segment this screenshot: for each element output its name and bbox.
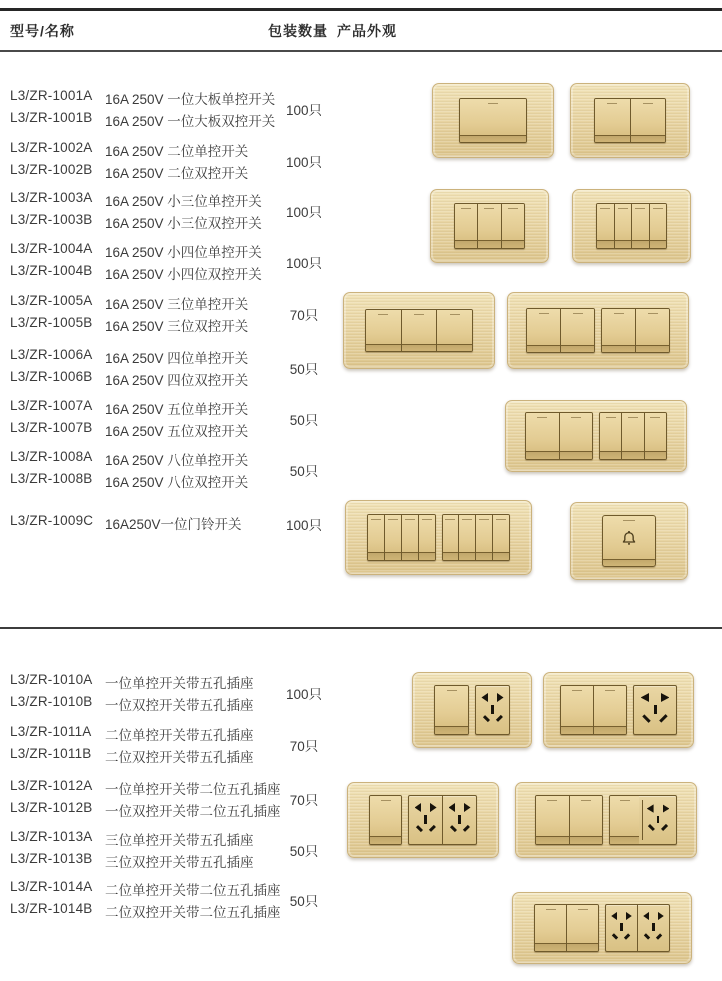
model-code: L3/ZR-1002A — [10, 140, 93, 155]
switch-rocker — [366, 310, 401, 351]
model-code: L3/ZR-1006B — [10, 369, 93, 384]
product-name: 三位双控开关带五孔插座 — [105, 855, 254, 870]
column-header-model-name: 型号/名称 — [10, 23, 75, 39]
model-code: L3/ZR-1012A — [10, 778, 93, 793]
section-divider — [0, 627, 722, 629]
product-name: 16A 250V 二位单控开关 — [105, 144, 249, 159]
product-name: 16A 250V 四位双控开关 — [105, 373, 249, 388]
model-code: L3/ZR-1001B — [10, 110, 93, 125]
switch-rocker — [477, 204, 500, 248]
switch-module — [594, 98, 666, 143]
switch-rocker — [492, 515, 509, 560]
socket-slot-icon — [647, 804, 654, 812]
socket-slot-icon — [624, 933, 630, 939]
module-area — [526, 308, 670, 353]
socket-slot-icon — [648, 824, 655, 831]
header-rule — [0, 50, 722, 52]
switch-rocker — [559, 413, 593, 459]
module-area — [596, 203, 667, 249]
package-qty: 70只 — [289, 739, 319, 754]
switch-rocker — [458, 515, 475, 560]
model-code: L3/ZR-1004A — [10, 241, 93, 256]
switch-module — [599, 412, 667, 460]
module-area — [525, 412, 667, 460]
socket-slot-icon — [661, 693, 670, 702]
switch-module — [454, 203, 525, 249]
socket-slot-icon — [481, 693, 488, 702]
module-area — [459, 98, 527, 143]
switch-rocker — [649, 204, 667, 248]
switch-module — [367, 514, 436, 561]
switch-rocker — [418, 515, 435, 560]
model-code: L3/ZR-1005B — [10, 315, 93, 330]
switch-and-socket-module — [609, 795, 677, 845]
switch-module — [434, 685, 469, 735]
socket-slot-icon — [620, 923, 622, 931]
model-code: L3/ZR-1013B — [10, 851, 93, 866]
switch-module — [534, 904, 599, 952]
switch-rocker — [475, 515, 492, 560]
product-name: 一位双控开关带五孔插座 — [105, 698, 254, 713]
socket-cell — [637, 905, 669, 951]
product-name: 三位单控开关带五孔插座 — [105, 833, 254, 848]
plate-1002-two-gang — [570, 83, 690, 158]
package-qty: 50只 — [289, 894, 319, 909]
model-code: L3/ZR-1011A — [10, 724, 92, 739]
product-name: 16A 250V 一位大板双控开关 — [105, 114, 276, 129]
column-header-product-appearance: 产品外观 — [337, 23, 397, 39]
socket-module — [633, 685, 677, 735]
socket-slot-icon — [663, 804, 670, 812]
socket-five-hole — [445, 798, 474, 842]
product-name: 二位双控开关带二位五孔插座 — [105, 905, 281, 920]
socket-module — [475, 685, 510, 735]
socket-cell — [634, 686, 676, 734]
switch-rocker — [368, 515, 384, 560]
socket-slot-icon — [483, 715, 490, 722]
switch-module — [526, 308, 595, 353]
switch-rocker — [610, 796, 639, 844]
socket-slot-icon — [657, 816, 659, 824]
switch-rocker — [561, 686, 593, 734]
product-name: 16A 250V 小四位双控开关 — [105, 267, 262, 282]
model-code: L3/ZR-1010A — [10, 672, 93, 687]
switch-rocker — [614, 204, 632, 248]
model-code: L3/ZR-1003B — [10, 212, 93, 227]
module-area — [367, 514, 510, 561]
product-name: 一位双控开关带二位五孔插座 — [105, 804, 281, 819]
socket-five-hole — [608, 907, 635, 949]
socket-slot-icon — [656, 933, 662, 939]
product-name: 16A 250V 八位双控开关 — [105, 475, 249, 490]
switch-module — [525, 412, 593, 460]
socket-slot-icon — [464, 803, 471, 812]
product-name: 二位双控开关带五孔插座 — [105, 750, 254, 765]
model-code: L3/ZR-1007A — [10, 398, 93, 413]
socket-slot-icon — [611, 912, 617, 921]
module-area — [454, 203, 525, 249]
module-area — [369, 795, 477, 845]
column-header-package-qty: 包装数量 — [268, 23, 328, 39]
model-code: L3/ZR-1005A — [10, 293, 93, 308]
plate-1013-three-switch-socket — [515, 782, 697, 858]
switch-rocker — [370, 796, 401, 844]
switch-rocker — [536, 796, 569, 844]
switch-module — [369, 795, 402, 845]
switch-rocker — [593, 686, 626, 734]
switch-rocker — [597, 204, 614, 248]
socket-slot-icon — [429, 825, 436, 832]
product-name: 16A 250V 小三位双控开关 — [105, 216, 262, 231]
plate-1011-two-switch-socket — [543, 672, 694, 748]
switch-rocker — [560, 309, 594, 352]
socket-slot-icon — [497, 693, 504, 702]
plate-1014-two-switch-two-socket — [512, 892, 692, 964]
product-name: 16A 250V 一位大板单控开关 — [105, 92, 276, 107]
module-area — [535, 795, 677, 845]
socket-cell — [442, 796, 476, 844]
socket-module — [605, 904, 670, 952]
switch-rocker — [436, 310, 472, 351]
socket-slot-icon — [463, 825, 470, 832]
plate-1006-four-gang-wide — [507, 292, 689, 369]
module-area — [365, 309, 473, 352]
socket-slot-icon — [430, 803, 437, 812]
switch-module — [442, 514, 511, 561]
model-code: L3/ZR-1014B — [10, 901, 93, 916]
socket-slot-icon — [416, 825, 423, 832]
plate-1003-small-three-gang — [430, 189, 549, 263]
plate-1005-three-gang-wide — [343, 292, 495, 369]
switch-rocker — [401, 310, 437, 351]
plate-1004-small-four-gang — [572, 189, 691, 263]
product-name: 16A 250V 八位单控开关 — [105, 453, 249, 468]
socket-slot-icon — [612, 933, 618, 939]
model-code: L3/ZR-1009C — [10, 513, 94, 528]
switch-rocker — [635, 309, 669, 352]
package-qty: 100只 — [285, 155, 323, 170]
plate-1001-one-gang-big — [432, 83, 554, 158]
socket-slot-icon — [449, 803, 456, 812]
module-area — [434, 685, 510, 735]
product-name: 16A250V一位门铃开关 — [105, 517, 242, 532]
switch-rocker — [566, 905, 598, 951]
model-code: L3/ZR-1003A — [10, 190, 93, 205]
product-name: 16A 250V 五位单控开关 — [105, 402, 249, 417]
socket-slot-icon — [496, 715, 503, 722]
socket-slot-icon — [626, 912, 632, 921]
switch-rocker — [630, 99, 666, 142]
module-area — [594, 98, 666, 143]
model-code: L3/ZR-1001A — [10, 88, 93, 103]
model-code: L3/ZR-1002B — [10, 162, 93, 177]
product-name: 二位单控开关带二位五孔插座 — [105, 883, 281, 898]
switch-rocker — [527, 309, 560, 352]
socket-five-hole — [411, 798, 440, 842]
product-name: 16A 250V 三位单控开关 — [105, 297, 249, 312]
top-rule — [0, 8, 722, 11]
socket-slot-icon — [642, 714, 650, 722]
product-name: 16A 250V 四位单控开关 — [105, 351, 249, 366]
socket-slot-icon — [644, 933, 650, 939]
switch-rocker — [644, 413, 666, 459]
socket-slot-icon — [659, 714, 667, 722]
plate-1010-switch-socket — [412, 672, 532, 748]
switch-module — [596, 203, 667, 249]
product-name: 16A 250V 小三位单控开关 — [105, 194, 262, 209]
switch-rocker — [600, 413, 621, 459]
switch-rocker — [501, 204, 524, 248]
model-code: L3/ZR-1012B — [10, 800, 93, 815]
socket-five-hole — [636, 688, 674, 732]
package-qty: 100只 — [285, 205, 323, 220]
switch-rocker — [460, 99, 526, 142]
switch-rocker — [443, 515, 459, 560]
module-area — [571, 515, 687, 567]
product-name: 16A 250V 二位双控开关 — [105, 166, 249, 181]
switch-rocker — [535, 905, 566, 951]
model-code: L3/ZR-1014A — [10, 879, 93, 894]
socket-slot-icon — [641, 693, 650, 702]
socket-slot-icon — [450, 825, 457, 832]
switch-rocker — [435, 686, 468, 734]
plate-1007-five-gang-wide — [505, 400, 687, 472]
bell-icon — [619, 529, 639, 554]
model-code: L3/ZR-1011B — [10, 746, 92, 761]
module-area — [534, 904, 670, 952]
switch-rocker — [384, 515, 401, 560]
switch-module — [601, 308, 670, 353]
socket-cell — [476, 686, 509, 734]
module-area — [560, 685, 677, 735]
product-name: 16A 250V 小四位单控开关 — [105, 245, 262, 260]
package-qty: 100只 — [285, 103, 323, 118]
switch-rocker — [595, 99, 630, 142]
plate-1012-switch-two-socket — [347, 782, 499, 858]
switch-rocker — [621, 413, 643, 459]
model-code: L3/ZR-1008B — [10, 471, 93, 486]
switch-module — [365, 309, 473, 352]
switch-rocker — [631, 204, 649, 248]
package-qty: 70只 — [289, 308, 319, 323]
socket-slot-icon — [652, 923, 654, 931]
package-qty: 50只 — [289, 362, 319, 377]
plate-1009-doorbell — [570, 502, 688, 580]
socket-cell — [409, 796, 442, 844]
socket-cell — [606, 905, 637, 951]
package-qty: 100只 — [285, 256, 323, 271]
switch-rocker — [569, 796, 603, 844]
package-qty: 100只 — [285, 687, 323, 702]
switch-module — [459, 98, 527, 143]
product-name: 二位单控开关带五孔插座 — [105, 728, 254, 743]
socket-five-hole — [642, 800, 673, 840]
product-name: 16A 250V 五位双控开关 — [105, 424, 249, 439]
socket-slot-icon — [491, 705, 493, 713]
plate-1008-eight-gang-wide — [345, 500, 532, 575]
switch-rocker — [526, 413, 559, 459]
package-qty: 50只 — [289, 844, 319, 859]
switch-rocker — [401, 515, 418, 560]
model-code: L3/ZR-1004B — [10, 263, 93, 278]
switch-rocker — [455, 204, 477, 248]
socket-slot-icon — [415, 803, 422, 812]
package-qty: 100只 — [285, 518, 323, 533]
socket-slot-icon — [458, 815, 460, 823]
socket-slot-icon — [658, 912, 664, 921]
socket-five-hole — [478, 688, 507, 732]
model-code: L3/ZR-1008A — [10, 449, 93, 464]
switch-module — [535, 795, 603, 845]
model-code: L3/ZR-1006A — [10, 347, 93, 362]
socket-module — [408, 795, 477, 845]
switch-rocker — [602, 309, 635, 352]
product-name: 16A 250V 三位双控开关 — [105, 319, 249, 334]
model-code: L3/ZR-1007B — [10, 420, 93, 435]
switch-module — [560, 685, 627, 735]
model-code: L3/ZR-1013A — [10, 829, 93, 844]
socket-five-hole — [640, 907, 667, 949]
product-name: 一位单控开关带五孔插座 — [105, 676, 254, 691]
doorbell-button — [602, 515, 655, 567]
socket-slot-icon — [424, 815, 426, 823]
package-qty: 70只 — [289, 793, 319, 808]
package-qty: 50只 — [289, 413, 319, 428]
model-code: L3/ZR-1010B — [10, 694, 93, 709]
socket-slot-icon — [661, 824, 668, 831]
socket-slot-icon — [643, 912, 649, 921]
socket-slot-icon — [654, 705, 657, 713]
package-qty: 50只 — [289, 464, 319, 479]
product-name: 一位单控开关带二位五孔插座 — [105, 782, 281, 797]
